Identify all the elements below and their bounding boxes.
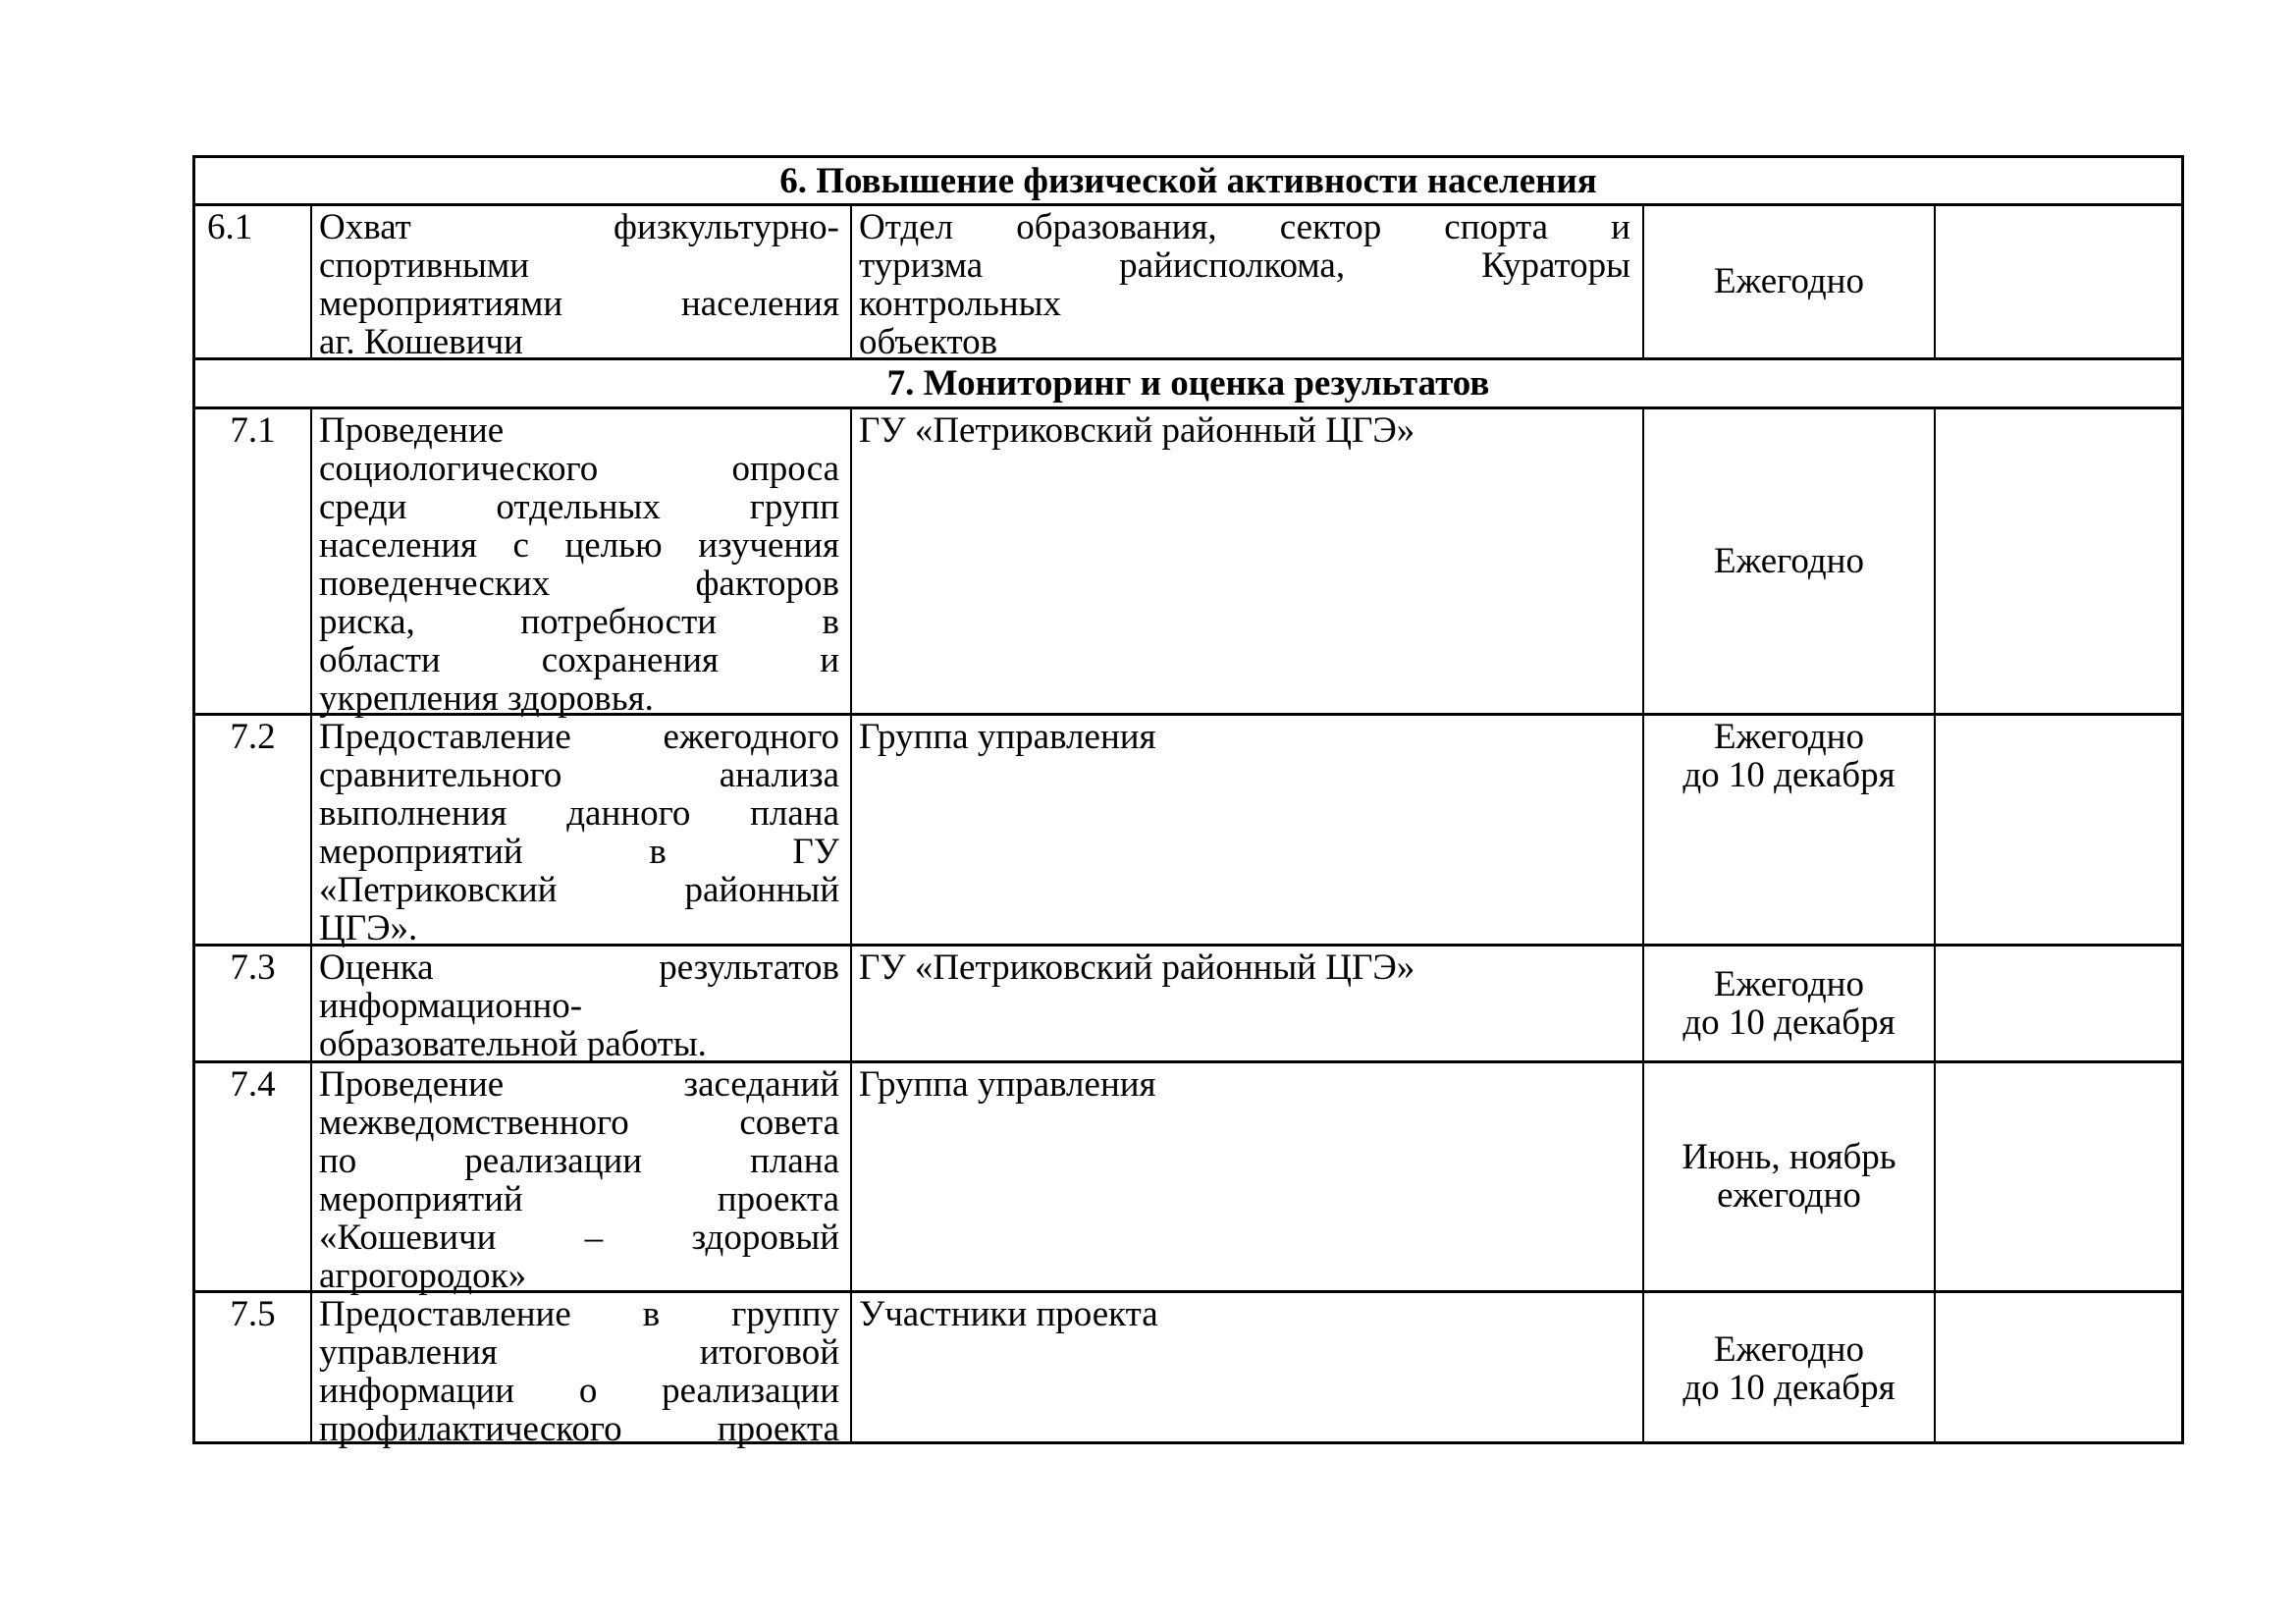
- text-line: спортивными: [319, 245, 530, 286]
- deadline-cell: [1644, 1062, 1934, 1290]
- text-line: Предоставление ежегодного: [319, 717, 839, 757]
- column-divider: [850, 205, 852, 358]
- row-number: 7.1: [230, 410, 276, 451]
- text-line: Группа управления: [859, 1064, 1156, 1105]
- text-line: ежегодно: [1717, 1175, 1861, 1216]
- column-divider: [1934, 408, 1936, 1444]
- section-heading: 7. Мониторинг и оценка результатов: [886, 363, 1490, 404]
- text-line: Группа управления: [859, 717, 1156, 757]
- responsible-cell: [859, 718, 1630, 756]
- text-line: Охват физкультурно-: [319, 207, 839, 247]
- row-number: 7.4: [230, 1064, 276, 1105]
- text-line: Проведение: [319, 410, 505, 451]
- text-line: «Петриковский районный: [319, 870, 839, 910]
- text-line: среди отдельных групп: [319, 487, 839, 527]
- text-line: до 10 декабря: [1682, 1367, 1896, 1408]
- text-line: выполнения данного плана: [319, 793, 839, 834]
- text-line: Ежегодно: [1714, 261, 1864, 301]
- text-line: по реализации плана: [319, 1141, 839, 1181]
- section-heading: 6. Повышение физической активности населения: [779, 161, 1597, 201]
- text-line: укрепления здоровья.: [319, 678, 654, 719]
- text-line: профилактического проекта: [319, 1409, 839, 1449]
- responsible-cell: [859, 948, 1630, 987]
- text-line: Оценка результатов: [319, 947, 839, 988]
- text-line: Предоставление в группу: [319, 1294, 839, 1334]
- text-line: мероприятий проекта: [319, 1179, 839, 1219]
- text-line: ГУ «Петриковский районный ЦГЭ»: [859, 410, 1415, 451]
- text-line: объектов: [859, 322, 998, 362]
- text-line: туризма райисполкома, Кураторы: [859, 245, 1630, 286]
- text-line: Проведение заседаний: [319, 1064, 839, 1105]
- activity-cell: [319, 1295, 839, 1448]
- text-line: до 10 декабря: [1682, 755, 1896, 795]
- text-line: информации о реализации: [319, 1371, 839, 1411]
- activity-cell: [319, 1065, 839, 1295]
- plan-table: [192, 155, 2184, 1449]
- text-line: поведенческих факторов: [319, 564, 839, 604]
- responsible-cell: [859, 1295, 1630, 1333]
- responsible-cell: [859, 208, 1630, 361]
- activity-cell: [319, 948, 839, 1063]
- row-number: 7.2: [230, 717, 276, 757]
- column-divider: [1934, 205, 1936, 358]
- row-number: 7.3: [230, 947, 276, 988]
- text-line: информационно-: [319, 986, 583, 1026]
- activity-cell: [319, 411, 839, 718]
- text-line: ГУ «Петриковский районный ЦГЭ»: [859, 947, 1415, 988]
- text-line: образовательной работы.: [319, 1024, 707, 1064]
- row-number: 6.1: [207, 207, 253, 247]
- activity-cell: [319, 718, 839, 947]
- deadline-cell: [1644, 946, 1934, 1060]
- text-line: сравнительного анализа: [319, 755, 839, 795]
- deadline-cell: [1644, 205, 1934, 357]
- text-line: мероприятиями населения: [319, 284, 839, 324]
- text-line: Ежегодно: [1714, 717, 1864, 757]
- column-divider: [850, 408, 852, 1444]
- text-line: до 10 декабря: [1682, 1001, 1896, 1043]
- responsible-cell: [859, 411, 1630, 450]
- text-line: населения с целью изучения: [319, 525, 839, 566]
- text-line: ЦГЭ».: [319, 908, 418, 948]
- text-line: Участники проекта: [859, 1294, 1158, 1334]
- text-line: Отдел образования, сектор спорта и: [859, 207, 1630, 247]
- deadline-cell: [1644, 718, 1934, 794]
- text-line: Ежегодно: [1714, 1328, 1864, 1370]
- column-divider: [310, 408, 312, 1444]
- text-line: аг. Кошевичи: [319, 322, 523, 362]
- text-line: риска, потребности в: [319, 602, 839, 642]
- column-divider: [310, 205, 312, 358]
- deadline-cell: [1644, 1292, 1934, 1444]
- text-line: межведомственного совета: [319, 1103, 839, 1143]
- text-line: Июнь, ноябрь: [1682, 1137, 1896, 1177]
- text-line: Ежегодно: [1714, 963, 1864, 1004]
- text-line: контрольных: [859, 284, 1062, 324]
- responsible-cell: [859, 1065, 1630, 1104]
- activity-cell: [319, 208, 839, 361]
- text-line: «Кошевичи – здоровый: [319, 1218, 839, 1258]
- text-line: управления итоговой: [319, 1332, 839, 1373]
- row-number: 7.5: [230, 1294, 276, 1334]
- text-line: области сохранения и: [319, 640, 839, 680]
- text-line: Ежегодно: [1714, 540, 1864, 581]
- text-line: агрогородок»: [319, 1256, 527, 1296]
- deadline-cell: [1644, 408, 1934, 713]
- text-line: социологического опроса: [319, 449, 839, 489]
- text-line: мероприятий в ГУ: [319, 832, 839, 872]
